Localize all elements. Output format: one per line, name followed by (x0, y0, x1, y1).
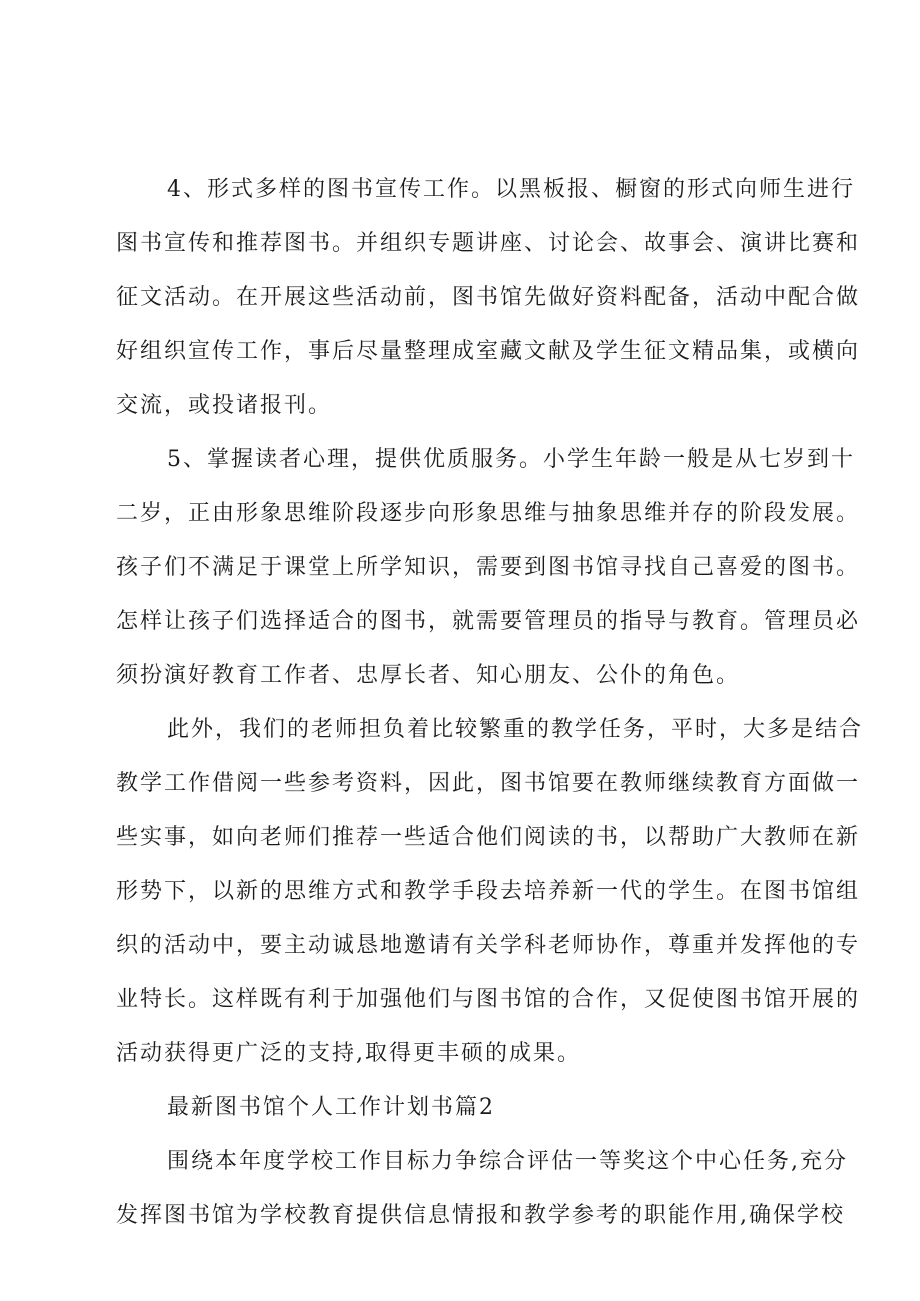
paragraph-5-line-3: 孩子们不满足于课堂上所学知识，需要到图书馆寻找自己喜爱的图书。 (116, 555, 861, 580)
paragraph-4-line-5: 交流，或投诸报刊。 (116, 393, 333, 418)
paragraph-5-line-5: 须扮演好教育工作者、忠厚长者、知心朋友、公仆的角色。 (116, 663, 741, 688)
paragraph-teachers-line-3: 些实事，如向老师们推荐一些适合他们阅读的书，以帮助广大教师在新 (116, 825, 861, 850)
paragraph-intro-line-1: 围绕本年度学校工作目标力争综合评估一等奖这个中心任务,充分 (167, 1149, 848, 1174)
paragraph-4-line-3: 征文活动。在开展这些活动前，图书馆先做好资料配备，活动中配合做 (116, 285, 861, 310)
paragraph-5-line-2: 二岁，正由形象思维阶段逐步向形象思维与抽象思维并存的阶段发展。 (116, 501, 861, 526)
paragraph-teachers-line-1: 此外，我们的老师担负着比较繁重的教学任务，平时，大多是结合 (167, 717, 864, 742)
paragraph-4-line-4: 好组织宣传工作，事后尽量整理成室藏文献及学生征文精品集，或横向 (116, 339, 861, 364)
paragraph-intro-line-2: 发挥图书馆为学校教育提供信息情报和教学参考的职能作用,确保学校 (116, 1203, 845, 1228)
paragraph-teachers-line-7: 活动获得更广泛的支持,取得更丰硕的成果。 (116, 1041, 581, 1066)
paragraph-5-line-1: 5、掌握读者心理，提供优质服务。小学生年龄一般是从七岁到十 (167, 447, 855, 472)
section-heading: 最新图书馆个人工作计划书篇2 (167, 1095, 495, 1120)
paragraph-teachers-line-4: 形势下，以新的思维方式和教学手段去培养新一代的学生。在图书馆组 (116, 879, 861, 904)
paragraph-teachers-line-6: 业特长。这样既有利于加强他们与图书馆的合作，又促使图书馆开展的 (116, 987, 861, 1012)
paragraph-4-line-1: 4、形式多样的图书宣传工作。以黑板报、橱窗的形式向师生进行 (167, 177, 855, 202)
paragraph-teachers-line-2: 教学工作借阅一些参考资料，因此，图书馆要在教师继续教育方面做一 (116, 771, 861, 796)
paragraph-teachers-line-5: 织的活动中，要主动诚恳地邀请有关学科老师协作，尊重并发挥他的专 (116, 933, 861, 958)
paragraph-4-line-2: 图书宣传和推荐图书。并组织专题讲座、讨论会、故事会、演讲比赛和 (116, 231, 861, 256)
paragraph-5-line-4: 怎样让孩子们选择适合的图书，就需要管理员的指导与教育。管理员必 (116, 609, 861, 634)
